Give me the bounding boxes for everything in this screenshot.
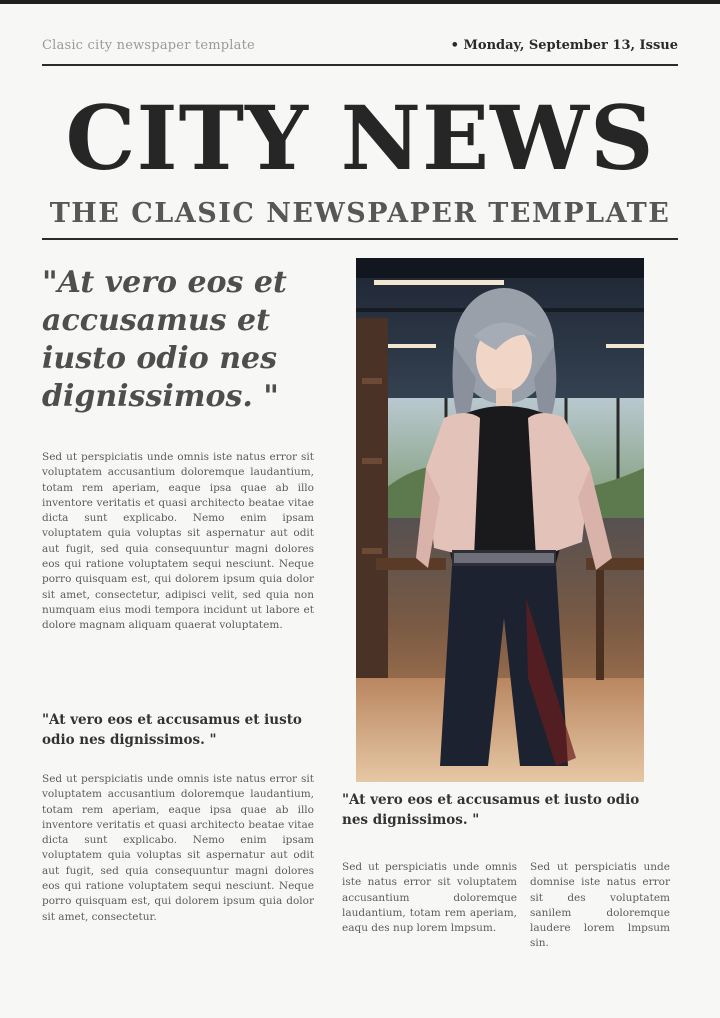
page-subtitle: THE CLASIC NEWSPAPER TEMPLATE [49,198,671,229]
pull-quote: "At vero eos et accusamus et iusto odio nes dignissimos. " [42,265,287,414]
date-line: • Monday, September 13, Issue [450,37,678,53]
masthead-top-line [42,34,678,56]
article-column-a: Sed ut perspiciatis unde omnis iste natus error sit voluptatem accusantium doloremque laudantium, totam rem aperiam, eaqu des nup lorem lmpsum. [342,861,517,935]
top-rule [42,64,678,66]
page-title: CITY NEWS [65,86,655,190]
small-quote: "At vero eos et accusamus et iusto odio nes dignissimos. " [42,712,302,748]
photo-caption: "At vero eos et accusamus et iusto odio nes dignissimos. " [342,792,640,828]
article-body-2: Sed ut perspiciatis unde omnis iste natus error sit voluptatem accusantium doloremque laudantium, totam rem aperiam, eaque ipsa quae ab illo inventore veritatis et quasi architecto beatae vitae dicta sunt explicabo. Nemo enim ipsam voluptatem quia voluptas sit aspernatur aut odit aut fugit, sed quia consequuntur magni dolores eos qui ratione voluptatem sequi nesciunt. Neque porro quisquam est, qui dolorem ipsum quia dolor sit amet, consectetur. [42,773,314,923]
masthead-rule [42,238,678,240]
article-column-b: Sed ut perspiciatis unde domnise iste natus error sit des voluptatem sanilem doloremque laudere lorem lmpsum sin. [530,861,670,950]
feature-photo [356,258,644,782]
illustration-woman-in-blazer [356,258,644,782]
article-body-1: Sed ut perspiciatis unde omnis iste natus error sit voluptatem accusantium doloremque laudantium, totam rem aperiam, eaque ipsa quae ab illo inventore veritatis et quasi architecto beatae vitae dicta sunt explicabo. Nemo enim ipsam voluptatem quia voluptas sit aspernatur aut odit aut fugit, sed quia consequuntur magni dolores eos qui ratione voluptatem sequi nesciunt. Neque porro quisquam est, qui dolorem ipsum quia dolor sit amet, consectetur, adipisci velit, sed quia non numquam eius modi tempora incidunt ut labore et dolore magnam aliquam quaerat voluptatem. [42,451,314,632]
brand-small: Clasic city newspaper template [42,37,255,53]
